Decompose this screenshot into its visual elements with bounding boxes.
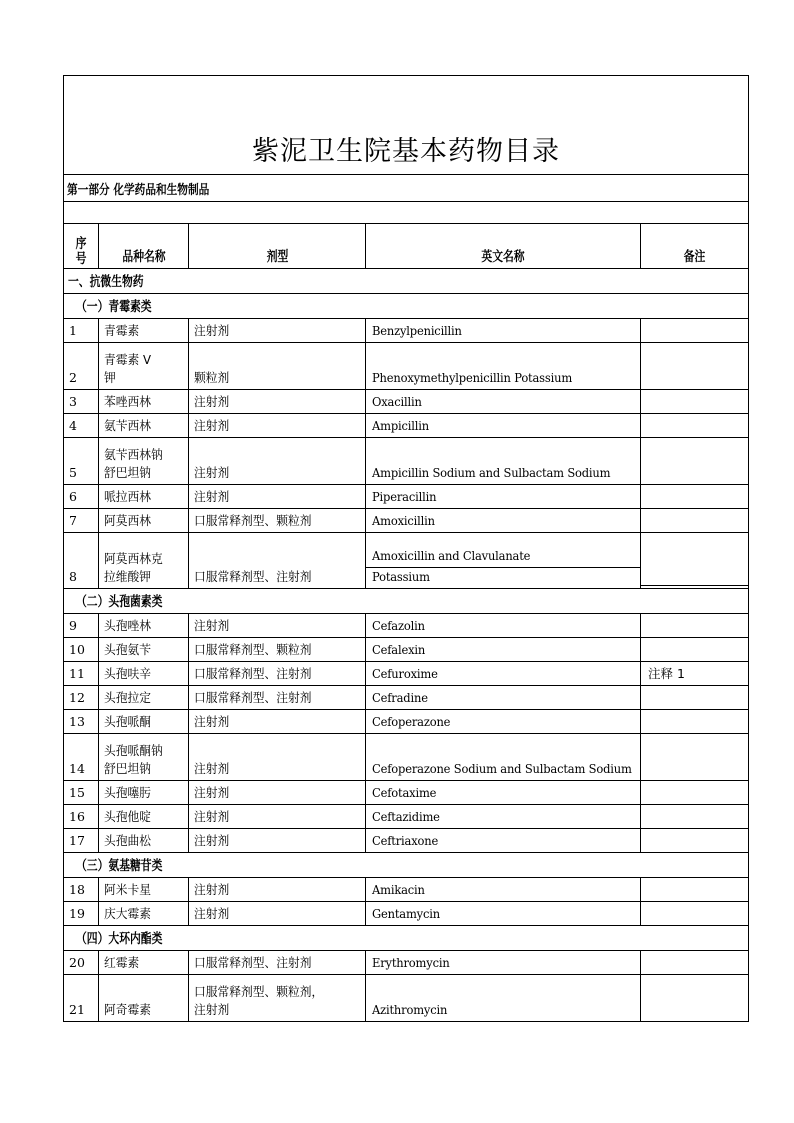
drug-name-cell: 头孢噻肟 — [99, 781, 189, 805]
row-index-cell: 16 — [64, 805, 99, 829]
subsection-heading-row — [64, 853, 749, 878]
row-index-cell: 14 — [64, 734, 99, 781]
english-name-cell: Cefoperazone Sodium and Sulbactam Sodium — [366, 734, 641, 781]
dosage-form-cell: 注射剂 — [189, 485, 366, 509]
table-row — [64, 710, 749, 734]
english-name-cell: Azithromycin — [366, 975, 641, 1022]
column-header-eng — [366, 224, 641, 269]
drug-name-cell: 阿米卡星 — [99, 878, 189, 902]
english-name-cell: Amikacin — [366, 878, 641, 902]
note-cell — [641, 975, 749, 1022]
english-name-cell: Erythromycin — [366, 951, 641, 975]
table-row — [64, 686, 749, 710]
subsection-heading-cell — [64, 294, 749, 319]
drug-name-cell: 阿莫西林 — [99, 509, 189, 533]
part-heading-text: 第一部分 化学药品和生物制品 — [67, 183, 210, 199]
drug-name-cell: 头孢氨苄 — [99, 638, 189, 662]
table-row — [64, 829, 749, 853]
english-name-cell: Ampicillin Sodium and Sulbactam Sodium — [366, 438, 641, 485]
table-row — [64, 951, 749, 975]
column-header-form — [189, 224, 366, 269]
row-index-cell: 2 — [64, 343, 99, 390]
row-index-cell: 15 — [64, 781, 99, 805]
table-row — [64, 509, 749, 533]
drug-name-cell: 头孢呋辛 — [99, 662, 189, 686]
row-index-cell: 18 — [64, 878, 99, 902]
row-index-cell: 12 — [64, 686, 99, 710]
row-index-cell: 19 — [64, 902, 99, 926]
english-name-cell: Ceftazidime — [366, 805, 641, 829]
table-row — [64, 533, 749, 589]
spacer-cell — [64, 202, 749, 224]
english-name-subcell: Amoxicillin and Clavulanate — [366, 547, 640, 568]
table-row — [64, 805, 749, 829]
drug-name-cell: 红霉素 — [99, 951, 189, 975]
row-index-cell: 17 — [64, 829, 99, 853]
dosage-form-cell: 注射剂 — [189, 734, 366, 781]
note-cell — [641, 902, 749, 926]
dosage-form-cell: 注射剂 — [189, 829, 366, 853]
english-name-cell: Cefazolin — [366, 614, 641, 638]
table-row — [64, 414, 749, 438]
row-index-cell: 1 — [64, 319, 99, 343]
table-row — [64, 781, 749, 805]
drug-name-cell: 氨苄西林钠 舒巴坦钠 — [99, 438, 189, 485]
row-index-cell: 5 — [64, 438, 99, 485]
table-row — [64, 975, 749, 1022]
row-index-cell: 11 — [64, 662, 99, 686]
title-row — [64, 76, 749, 175]
dosage-form-cell: 注射剂 — [189, 878, 366, 902]
english-name-cell: Cefoperazone — [366, 710, 641, 734]
subsection-heading-row — [64, 589, 749, 614]
drug-name-cell: 苯唑西林 — [99, 390, 189, 414]
english-name-subcell: Potassium — [372, 568, 430, 584]
english-name-cell: Cefuroxime — [366, 662, 641, 686]
column-header-name-label: 品种名称 — [121, 249, 166, 266]
dosage-form-cell: 注射剂 — [189, 390, 366, 414]
row-index-cell: 7 — [64, 509, 99, 533]
english-name-cell: Amoxicillin — [366, 509, 641, 533]
note-cell — [641, 781, 749, 805]
english-name-cell: Cefotaxime — [366, 781, 641, 805]
drug-name-cell: 青霉素 V 钾 — [99, 343, 189, 390]
row-index-cell: 21 — [64, 975, 99, 1022]
section-heading-label: （一）青霉素类 — [76, 299, 152, 316]
note-cell — [641, 638, 749, 662]
table-row — [64, 638, 749, 662]
table-row — [64, 343, 749, 390]
english-name-cell: Piperacillin — [366, 485, 641, 509]
note-cell — [641, 805, 749, 829]
subsection-heading-row — [64, 926, 749, 951]
drug-name-cell: 阿奇霉素 — [99, 975, 189, 1022]
drug-name-cell: 头孢哌酮钠 舒巴坦钠 — [99, 734, 189, 781]
row-index-cell: 9 — [64, 614, 99, 638]
row-index-cell: 13 — [64, 710, 99, 734]
drug-name-cell: 哌拉西林 — [99, 485, 189, 509]
dosage-form-cell: 注射剂 — [189, 902, 366, 926]
column-header-no-label: 序号 — [75, 236, 87, 267]
note-cell — [641, 614, 749, 638]
subsection-heading-cell — [64, 589, 749, 614]
column-header-no — [64, 224, 99, 269]
note-cell — [641, 710, 749, 734]
section-heading-label: （三）氨基糖苷类 — [76, 858, 163, 875]
note-cell — [641, 734, 749, 781]
dosage-form-cell: 口服常释剂型、颗粒剂， 注射剂 — [189, 975, 366, 1022]
note-cell: 注释 1 — [641, 662, 749, 686]
section-heading-label: 一、抗微生物药 — [68, 274, 144, 291]
subsection-heading-cell — [64, 926, 749, 951]
column-header-row — [64, 224, 749, 269]
drug-name-cell: 头孢曲松 — [99, 829, 189, 853]
drug-name-cell: 头孢拉定 — [99, 686, 189, 710]
drug-name-cell: 青霉素 — [99, 319, 189, 343]
note-cell — [641, 509, 749, 533]
column-header-eng-label: 英文名称 — [481, 249, 525, 266]
table-row — [64, 662, 749, 686]
column-header-form-label: 剂型 — [266, 249, 288, 266]
dosage-form-cell: 口服常释剂型、注射剂 — [189, 662, 366, 686]
note-cell — [641, 438, 749, 485]
dosage-form-cell: 口服常释剂型、颗粒剂 — [189, 638, 366, 662]
subsection-heading-row — [64, 294, 749, 319]
section-heading-label: （二）头孢菌素类 — [76, 594, 163, 611]
english-name-cell: Benzylpenicillin — [366, 319, 641, 343]
subsection-heading-cell — [64, 853, 749, 878]
dosage-form-cell: 颗粒剂 — [189, 343, 366, 390]
column-header-note-label: 备注 — [683, 249, 706, 266]
title-cell — [64, 76, 749, 175]
table-row — [64, 614, 749, 638]
row-index-cell: 6 — [64, 485, 99, 509]
row-index-cell: 10 — [64, 638, 99, 662]
row-index-cell: 20 — [64, 951, 99, 975]
note-cell — [641, 951, 749, 975]
dosage-form-cell: 注射剂 — [189, 781, 366, 805]
column-header-name — [99, 224, 189, 269]
note-cell — [641, 485, 749, 509]
english-name-cell: Cefalexin — [366, 638, 641, 662]
dosage-form-cell: 注射剂 — [189, 710, 366, 734]
page-title: 紫泥卫生院基本药物目录 — [252, 135, 560, 167]
section-heading-row — [64, 269, 749, 294]
english-name-cell: Oxacillin — [366, 390, 641, 414]
section-heading-label: （四）大环内酯类 — [76, 931, 163, 948]
table-row — [64, 319, 749, 343]
spacer-row — [64, 202, 749, 224]
dosage-form-cell: 注射剂 — [189, 438, 366, 485]
english-name-cell: Cefradine — [366, 686, 641, 710]
note-cell — [641, 390, 749, 414]
dosage-form-cell: 注射剂 — [189, 614, 366, 638]
note-cell — [641, 414, 749, 438]
english-name-cell: Ceftriaxone — [366, 829, 641, 853]
dosage-form-cell: 注射剂 — [189, 805, 366, 829]
dosage-form-cell: 注射剂 — [189, 319, 366, 343]
table-row — [64, 390, 749, 414]
drug-name-cell: 头孢唑林 — [99, 614, 189, 638]
english-name-cell: Ampicillin — [366, 414, 641, 438]
row-index-cell: 3 — [64, 390, 99, 414]
drug-name-cell: 头孢他啶 — [99, 805, 189, 829]
section-heading-cell — [64, 269, 749, 294]
drug-name-cell: 阿莫西林克 拉维酸钾 — [99, 533, 189, 589]
dosage-form-cell: 口服常释剂型、注射剂 — [189, 533, 366, 589]
note-cell — [641, 533, 749, 589]
note-cell — [641, 343, 749, 390]
part-heading-row — [64, 175, 749, 202]
english-name-cell — [366, 533, 641, 589]
dosage-form-cell: 口服常释剂型、注射剂 — [189, 951, 366, 975]
drug-name-cell: 庆大霉素 — [99, 902, 189, 926]
table-row — [64, 902, 749, 926]
note-cell — [641, 319, 749, 343]
note-cell — [641, 686, 749, 710]
dosage-form-cell: 注射剂 — [189, 414, 366, 438]
table-row — [64, 878, 749, 902]
table-row — [64, 485, 749, 509]
part-heading-cell — [64, 175, 749, 202]
dosage-form-cell: 口服常释剂型、颗粒剂 — [189, 509, 366, 533]
row-index-cell: 4 — [64, 414, 99, 438]
english-name-cell: Phenoxymethylpenicillin Potassium — [366, 343, 641, 390]
drug-name-cell: 氨苄西林 — [99, 414, 189, 438]
dosage-form-cell: 口服常释剂型、注射剂 — [189, 686, 366, 710]
table-row — [64, 438, 749, 485]
drug-name-cell: 头孢哌酮 — [99, 710, 189, 734]
drug-catalog-table — [63, 75, 749, 1022]
row-index-cell: 8 — [64, 533, 99, 589]
table-row — [64, 734, 749, 781]
note-cell — [641, 878, 749, 902]
note-cell — [641, 829, 749, 853]
column-header-note — [641, 224, 749, 269]
english-name-cell: Gentamycin — [366, 902, 641, 926]
